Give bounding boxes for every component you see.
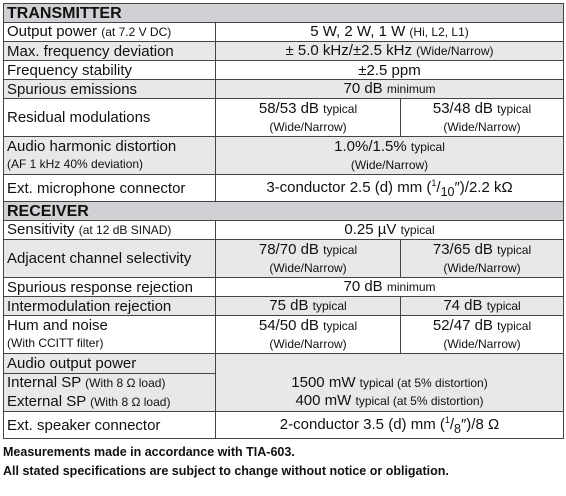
spurious-response-qualifier: minimum	[386, 280, 436, 294]
external-sp-qualifier: typical (at 5% distortion)	[355, 393, 484, 408]
audio-distortion-qualifier: typical	[410, 139, 445, 154]
intermod-value-b	[401, 297, 564, 316]
mic-fraction-numerator: 1	[431, 178, 437, 188]
hum-a-qualifier: typical	[323, 318, 358, 333]
footnotes	[3, 443, 563, 481]
mic-connector-value-text: 3-conductor 2.5 (d) mm (	[266, 179, 432, 196]
spec-sheet	[3, 3, 563, 481]
residual-mod-b-qualifier: typical	[497, 101, 532, 116]
adjacent-b-mode: (Wide/Narrow)	[443, 260, 521, 275]
hum-noise-label-text: Hum and noise	[7, 317, 108, 334]
spurious-emissions-row	[4, 80, 564, 99]
audio-distortion-mode: (Wide/Narrow)	[350, 157, 429, 172]
output-power-condition: (at 7.2 V DC)	[101, 25, 172, 39]
sensitivity-row	[4, 221, 564, 240]
sensitivity-value-text: 0.25 µV	[344, 221, 397, 238]
residual-mod-a-qualifier: typical	[323, 101, 358, 116]
external-sp-label	[4, 393, 216, 412]
spurious-response-value	[216, 278, 564, 297]
freq-stability-label: Frequency stability	[4, 61, 216, 80]
audio-distortion-label-text: Audio harmonic distortion	[7, 138, 177, 155]
audio-output-row	[4, 354, 564, 374]
audio-output-values	[216, 354, 564, 412]
freq-deviation-value	[216, 42, 564, 61]
intermod-a-qualifier: typical	[312, 299, 347, 313]
audio-distortion-value-text: 1.0%/1.5%	[334, 137, 407, 155]
intermod-b-text: 74 dB	[443, 297, 483, 314]
ext-speaker-impedance: ″)/8 Ω	[461, 416, 500, 433]
spurious-response-label: Spurious response rejection	[4, 278, 216, 297]
adjacent-b-qualifier: typical	[497, 242, 532, 257]
audio-distortion-label	[4, 137, 216, 175]
adjacent-selectivity-value-b	[401, 240, 564, 278]
residual-mod-b-text: 53/48 dB	[432, 99, 493, 117]
external-sp-condition: (With 8 Ω load)	[90, 394, 171, 409]
spurious-emissions-label: Spurious emissions	[4, 80, 216, 99]
freq-deviation-row	[4, 42, 564, 61]
transmitter-header-row	[4, 4, 564, 23]
ext-speaker-label: Ext. speaker connector	[4, 412, 216, 439]
output-power-value-text: 5 W, 2 W, 1 W	[310, 23, 406, 40]
transmitter-heading: TRANSMITTER	[4, 4, 564, 23]
ext-speaker-value-text: 2-conductor 3.5 (d) mm (	[279, 416, 445, 433]
internal-sp-label	[4, 374, 216, 393]
hum-a-text: 54/50 dB	[258, 316, 319, 334]
speaker-fraction-numerator: 1	[444, 415, 450, 425]
sensitivity-value	[216, 221, 564, 240]
intermod-a-text: 75 dB	[269, 297, 309, 314]
ext-speaker-row	[4, 412, 564, 439]
adjacent-selectivity-value-a	[216, 240, 401, 278]
mic-connector-row	[4, 175, 564, 202]
audio-distortion-row	[4, 137, 564, 175]
freq-deviation-value-text: ± 5.0 kHz/±2.5 kHz	[285, 42, 412, 59]
footnote-measurements: Measurements made in accordance with TIA-603.	[3, 445, 295, 459]
intermod-row	[4, 297, 564, 316]
sensitivity-condition: (at 12 dB SINAD)	[78, 223, 172, 237]
mic-connector-impedance: ″)/2.2 kΩ	[454, 179, 513, 196]
output-power-label	[4, 23, 216, 42]
output-power-row	[4, 23, 564, 42]
external-sp-value	[219, 392, 560, 410]
audio-output-label: Audio output power	[4, 354, 216, 374]
internal-sp-label-text: Internal SP	[7, 374, 81, 392]
freq-stability-value: ±2.5 ppm	[216, 61, 564, 80]
internal-sp-value-text: 1500 mW	[291, 373, 356, 391]
hum-b-mode: (Wide/Narrow)	[443, 336, 521, 351]
footnote-disclaimer: All stated specifications are subject to change without notice or obligation.	[3, 464, 449, 478]
intermod-label: Intermodulation rejection	[4, 297, 216, 316]
hum-noise-value-a	[216, 316, 401, 354]
intermod-b-qualifier: typical	[486, 299, 521, 313]
hum-b-qualifier: typical	[497, 318, 532, 333]
mic-connector-value: 3-conductor 2.5 (d) mm $(^1/_{10}'')/2.2$ kΩ	[216, 175, 564, 202]
spurious-emissions-value	[216, 80, 564, 99]
adjacent-b-text: 73/65 dB	[432, 240, 493, 258]
external-sp-value-text: 400 mW	[295, 391, 352, 409]
mic-fraction-denominator: 10	[440, 185, 455, 199]
internal-sp-qualifier: typical (at 5% distortion)	[359, 375, 488, 390]
spurious-emissions-qualifier: minimum	[386, 82, 436, 96]
adjacent-a-text: 78/70 dB	[258, 240, 319, 258]
speaker-fraction-denominator: 8	[454, 422, 461, 436]
receiver-header-row	[4, 202, 564, 221]
adjacent-selectivity-row	[4, 240, 564, 278]
hum-noise-value-b	[401, 316, 564, 354]
output-power-value	[216, 23, 564, 42]
external-sp-label-text: External SP	[7, 392, 86, 410]
hum-b-text: 52/47 dB	[432, 316, 493, 334]
sensitivity-label-text: Sensitivity	[7, 221, 75, 238]
residual-mod-row	[4, 99, 564, 137]
residual-mod-label: Residual modulations	[4, 99, 216, 137]
adjacent-selectivity-label: Adjacent channel selectivity	[4, 240, 216, 278]
internal-sp-value	[219, 374, 560, 392]
hum-noise-label	[4, 316, 216, 354]
audio-distortion-value	[216, 137, 564, 175]
freq-stability-row	[4, 61, 564, 80]
output-power-levels: (Hi, L2, L1)	[409, 25, 469, 39]
freq-deviation-mode: (Wide/Narrow)	[416, 44, 494, 58]
ext-speaker-value: 2-conductor 3.5 (d) mm $(^1/_8'')/8$ Ω	[216, 412, 564, 439]
spurious-response-value-text: 70 dB	[343, 278, 383, 295]
hum-a-mode: (Wide/Narrow)	[269, 336, 347, 351]
freq-deviation-label: Max. frequency deviation	[4, 42, 216, 61]
hum-noise-condition: (With CCITT filter)	[7, 336, 104, 350]
spurious-emissions-value-text: 70 dB	[343, 80, 383, 97]
residual-mod-b-mode: (Wide/Narrow)	[443, 119, 521, 134]
adjacent-a-qualifier: typical	[323, 242, 358, 257]
residual-mod-a-mode: (Wide/Narrow)	[269, 119, 347, 134]
audio-distortion-condition: (AF 1 kHz 40% deviation)	[7, 157, 144, 171]
hum-noise-row	[4, 316, 564, 354]
residual-mod-a-text: 58/53 dB	[258, 99, 319, 117]
adjacent-a-mode: (Wide/Narrow)	[269, 260, 347, 275]
receiver-heading: RECEIVER	[4, 202, 564, 221]
internal-sp-condition: (With 8 Ω load)	[85, 376, 166, 391]
spurious-response-row	[4, 278, 564, 297]
intermod-value-a	[216, 297, 401, 316]
mic-connector-label: Ext. microphone connector	[4, 175, 216, 202]
residual-mod-value-b	[401, 99, 564, 137]
residual-mod-value-a	[216, 99, 401, 137]
sensitivity-label	[4, 221, 216, 240]
sensitivity-qualifier: typical	[400, 223, 435, 237]
output-power-label-text: Output power	[7, 23, 98, 40]
spec-table	[3, 3, 564, 439]
